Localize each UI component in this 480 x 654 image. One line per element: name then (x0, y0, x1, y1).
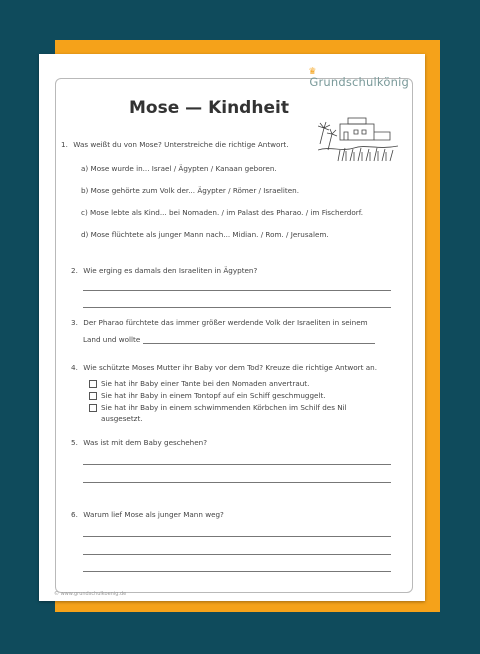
answer-line[interactable] (83, 482, 391, 483)
question-2 (71, 266, 257, 275)
q1-option-b: b) Mose gehörte zum Volk der... Ägypter / Römer / Israeliten. (81, 186, 299, 195)
answer-line[interactable] (83, 571, 391, 572)
question-text: Warum lief Mose als junger Mann weg? (83, 510, 224, 519)
question-6 (71, 510, 224, 519)
question-3 (71, 318, 368, 327)
question-number: 3. (71, 318, 78, 327)
answer-line[interactable] (83, 464, 391, 465)
answer-line[interactable] (83, 290, 391, 291)
question-number: 2. (71, 266, 78, 275)
crown-icon: ♛ (308, 67, 317, 77)
q4-option-2: Sie hat ihr Baby in einem Tontopf auf ein Schiff geschmuggelt. (101, 391, 326, 400)
q1-option-a: a) Mose wurde in... Israel / Ägypten / Kanaan geboren. (81, 164, 277, 173)
brand-label: Grundschulkönig (309, 75, 409, 89)
question-4 (71, 363, 377, 372)
worksheet (39, 54, 425, 601)
q4-option-1: Sie hat ihr Baby einer Tante bei den Nomaden anvertraut. (101, 379, 310, 388)
question-text: Wie erging es damals den Israeliten in Ägypten? (83, 266, 258, 275)
q1-option-d: d) Mose flüchtete als junger Mann nach... Midian. / Rom. / Jerusalem. (81, 230, 329, 239)
question-1 (61, 140, 289, 149)
page-title: Mose — Kindheit (129, 98, 289, 118)
answer-checkbox[interactable] (89, 392, 97, 400)
answer-line[interactable] (83, 307, 391, 308)
q4-option-3: Sie hat ihr Baby in einem schwimmenden Körbchen im Schilf des Nil (101, 403, 347, 412)
question-text: Wie schützte Moses Mutter ihr Baby vor dem Tod? Kreuze die richtige Antwort an. (83, 363, 377, 372)
copyright-footer: © www.grundschulkoenig.de (54, 591, 127, 597)
answer-checkbox[interactable] (89, 380, 97, 388)
question-text: Was ist mit dem Baby geschehen? (83, 438, 208, 447)
answer-line[interactable] (143, 343, 375, 344)
egypt-scene-illustration (318, 106, 398, 162)
question-number: 4. (71, 363, 78, 372)
answer-line[interactable] (83, 554, 391, 555)
question-number: 6. (71, 510, 78, 519)
question-number: 1. (61, 140, 68, 149)
question-5 (71, 438, 207, 447)
answer-checkbox[interactable] (89, 404, 97, 412)
question-3-continuation: Land und wollte (83, 335, 141, 344)
q4-option-3-continuation: ausgesetzt. (101, 414, 143, 423)
answer-line[interactable] (83, 536, 391, 537)
question-text: Was weißt du von Mose? Unterstreiche die richtige Antwort. (73, 140, 289, 149)
question-number: 5. (71, 438, 78, 447)
question-text: Der Pharao fürchtete das immer größer werdende Volk der Israeliten in seinem (83, 318, 368, 327)
q1-option-c: c) Mose lebte als Kind... bei Nomaden. / im Palast des Pharao. / im Fischerdorf. (81, 208, 364, 217)
brand-logo (308, 67, 409, 89)
